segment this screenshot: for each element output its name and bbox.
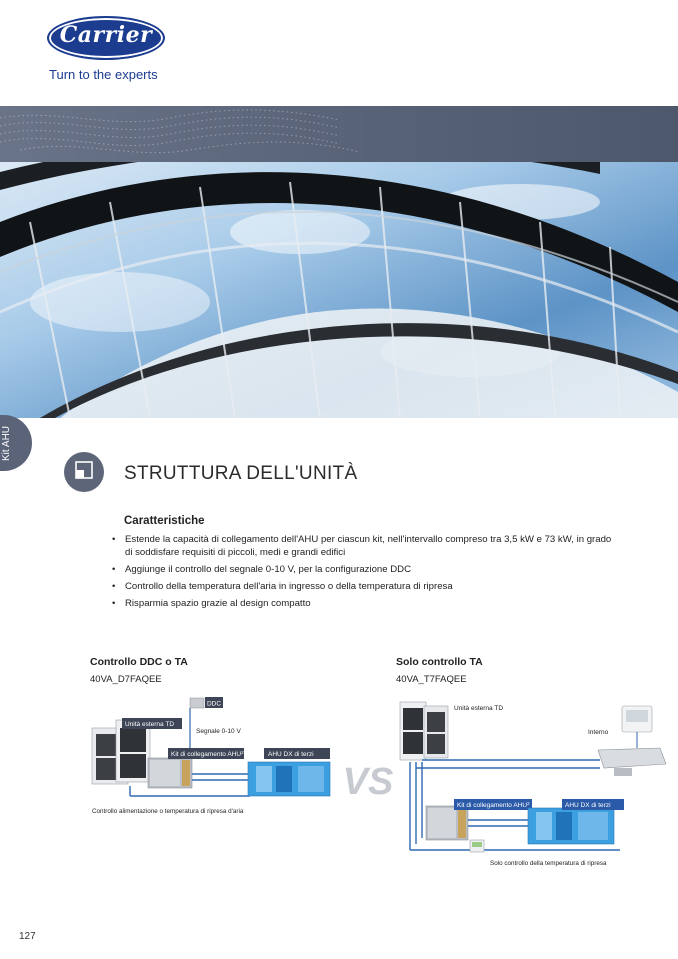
list-item: • Aggiunge il controllo del segnale 0-10 V, per la configurazione DDC — [112, 563, 612, 576]
tagline: Turn to the experts — [49, 67, 158, 82]
left-diagram-caption: Controllo alimentazione o temperatura di ripresa d'aria — [92, 808, 244, 815]
structure-icon-glyph — [64, 452, 104, 492]
decorative-band — [0, 106, 678, 162]
list-item: • Estende la capacità di collegamento dell'AHU per ciascun kit, nell'intervallo compreso tra 3,5 kW e 73 kW, in grado di soddisfare requisiti di piccoli, medi e grandi edifici — [112, 533, 612, 560]
right-diagram-caption: Solo controllo della temperatura di ripresa — [490, 860, 607, 867]
indoor-duct-unit — [598, 748, 666, 776]
ddc-controller — [190, 697, 223, 708]
left-ahu-unit — [248, 762, 330, 796]
right-outdoor-label: Unità esterna TD — [454, 705, 504, 712]
right-kit-box — [426, 806, 468, 840]
wall-controller — [622, 706, 652, 732]
list-item: • Risparmia spazio grazie al design compatto — [112, 597, 612, 610]
side-tab — [0, 415, 32, 471]
right-ahu-unit — [528, 808, 614, 844]
left-kit-box — [148, 758, 192, 788]
left-outdoor-label: Unità esterna TD — [125, 721, 175, 728]
indoor-label: Interno — [588, 729, 609, 736]
return-sensor — [470, 840, 484, 852]
right-ahu-label: AHU DX di terzi — [565, 802, 611, 809]
dotted-wave-pattern — [0, 106, 678, 162]
signal-label: Segnale 0-10 V — [196, 728, 241, 735]
side-tab-label: Kit AHU — [1, 425, 12, 461]
system-diagrams — [70, 692, 670, 882]
left-diagram-title: Controllo DDC o TA — [90, 656, 188, 668]
left-kit-label: Kit di collegamento AHU$^2$ — [171, 750, 244, 758]
right-diagram-title: Solo controllo TA — [396, 656, 483, 668]
features-heading: Caratteristiche — [124, 515, 205, 527]
features-list — [112, 533, 612, 614]
right-kit-label: Kit di collegamento AHU$^2$ — [457, 801, 530, 809]
building-glass-facade-photo — [0, 162, 678, 418]
page-title: STRUTTURA DELL'UNITÀ — [124, 463, 358, 484]
page-number: 127 — [19, 931, 36, 942]
list-item: • Controllo della temperatura dell'aria in ingresso o della temperatura di ripresa — [112, 580, 612, 593]
left-ahu-label: AHU DX di terzi — [268, 751, 314, 758]
right-diagram-model: 40VA_T7FAQEE — [396, 674, 467, 685]
left-outdoor-unit — [92, 720, 150, 784]
structure-icon — [64, 452, 104, 492]
ddc-label: DDC — [206, 700, 222, 708]
right-outdoor-unit — [400, 702, 448, 760]
logo-text: Carrier — [59, 22, 153, 48]
vs-label: VS — [342, 761, 394, 803]
left-diagram-model: 40VA_D7FAQEE — [90, 674, 162, 685]
carrier-logo — [47, 16, 165, 64]
facade-illustration — [0, 162, 678, 418]
